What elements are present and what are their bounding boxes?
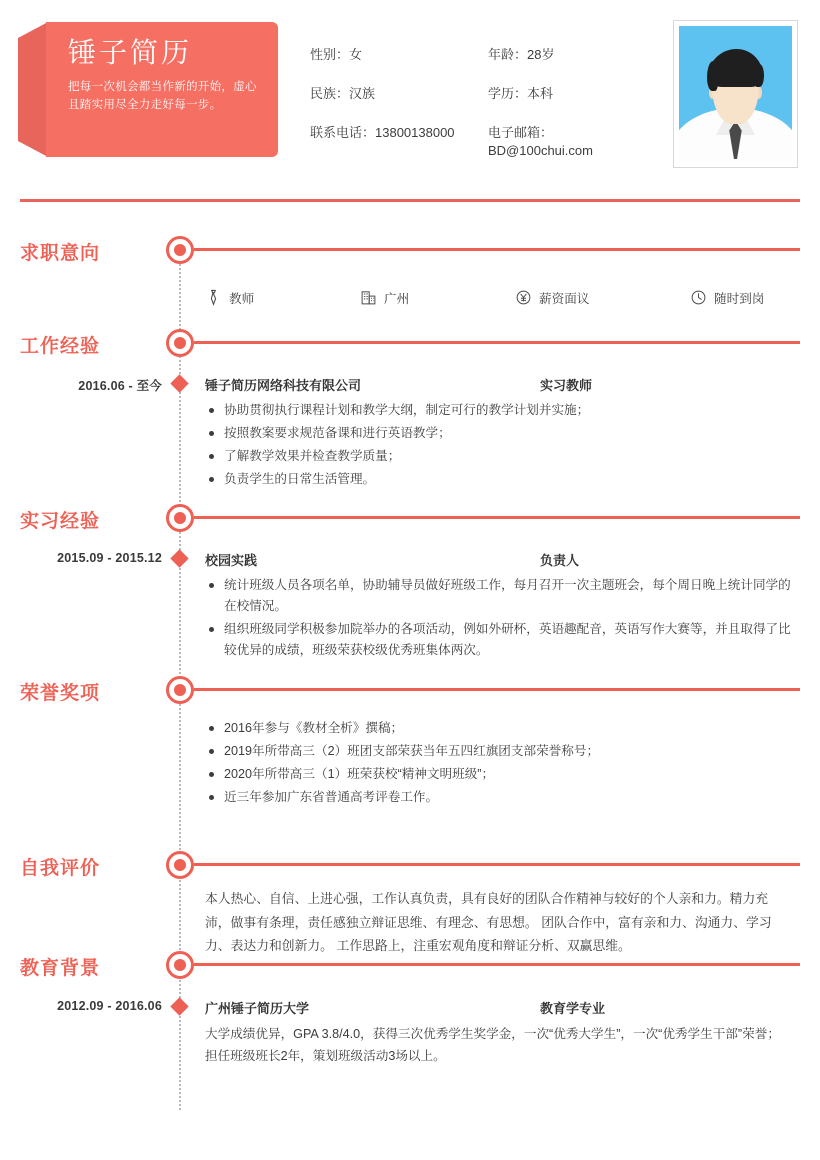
info-row <box>310 46 655 64</box>
timeline-node <box>166 236 194 264</box>
info-education: 学历：本科 <box>488 86 554 101</box>
internship-bullets <box>205 575 798 663</box>
info-gender: 性别：女 <box>310 47 363 62</box>
header-divider <box>20 199 800 202</box>
info-row <box>310 85 655 103</box>
list-item: 统计班级人员各项名单，协助辅导员做好班级工作，每月召开一次主题班会，每个周日晚上统计同学的在校情况。 <box>224 575 798 617</box>
self-evaluation-body <box>205 887 785 958</box>
candidate-motto: 把每一次机会都当作新的开始，虚心且踏实用尽全力走好每一步。 <box>68 81 257 111</box>
section-title-self-evaluation: 自我评价 <box>20 858 101 879</box>
self-evaluation-text: 本人热心、自信、上进心强，工作认真负责，具有良好的团队合作精神与较好的个人亲和力。精力充沛，做事有条理，责任感独立辩证思维、有理念、有思想。 团队合作中，富有亲和力、沟通力、学习力、表达力和创新力。 工作思路上，注重宏观角度和辩证分析、双赢思维。 <box>205 891 772 953</box>
internship-role: 负责人 <box>540 553 580 568</box>
list-item: 2016年参与《教材全析》撰稿； <box>224 718 798 739</box>
timeline-node <box>166 504 194 532</box>
section-rule <box>194 963 800 966</box>
section-title-education: 教育背景 <box>20 958 101 979</box>
section-title-internship: 实习经验 <box>20 511 101 532</box>
honors-bullets <box>205 718 798 810</box>
avatar <box>679 26 792 162</box>
intent-position <box>205 288 360 307</box>
section-rule <box>194 516 800 519</box>
section-rule <box>194 248 800 251</box>
education-body <box>205 1023 790 1067</box>
resume-header <box>0 0 820 200</box>
avatar-frame <box>673 20 798 168</box>
timeline-diamond <box>170 549 188 567</box>
info-ethnicity: 民族：汉族 <box>310 86 376 101</box>
avatar-hair-side-left <box>707 61 718 91</box>
internship-date: 2015.09 - 2015.12 <box>57 551 162 565</box>
education-date: 2012.09 - 2016.06 <box>57 999 162 1013</box>
section-rule <box>194 688 800 691</box>
intent-city <box>360 288 515 307</box>
list-item: 协助贯彻执行课程计划和教学大纲，制定可行的教学计划并实施； <box>224 400 798 421</box>
section-title-work-experience: 工作经验 <box>20 336 101 357</box>
internship-entry-head <box>205 550 800 569</box>
info-row <box>310 124 655 160</box>
timeline-diamond <box>170 997 188 1015</box>
intent-salary-label: 薪资面议 <box>539 292 590 306</box>
work-bullets <box>205 400 798 492</box>
intent-availability-label: 随时到岗 <box>714 292 765 306</box>
education-major: 教育学专业 <box>540 1001 606 1016</box>
section-title-honors: 荣誉奖项 <box>20 683 101 704</box>
intent-city-label: 广州 <box>384 292 410 306</box>
name-ribbon <box>18 22 278 157</box>
clock-icon <box>690 289 707 306</box>
list-item: 按照教案要求规范备课和进行英语教学； <box>224 423 798 444</box>
timeline-dotted-spine <box>179 240 181 1110</box>
personal-info-grid <box>310 46 655 160</box>
work-organization: 锤子简历网络科技有限公司 <box>205 378 362 393</box>
list-item: 负责学生的日常生活管理。 <box>224 469 798 490</box>
yen-circle-icon <box>515 289 532 306</box>
education-entry-head <box>205 998 800 1017</box>
info-email: 电子邮箱：BD@100chui.com <box>488 125 593 158</box>
timeline-node <box>166 851 194 879</box>
education-text: 大学成绩优异，GPA 3.8/4.0，获得三次优秀学生奖学金，一次“优秀大学生”，一次“优秀学生干部”荣誉；担任班级班长2年，策划班级活动3场以上。 <box>205 1027 780 1063</box>
intent-salary <box>515 288 690 307</box>
candidate-name: 锤子简历 <box>68 37 193 68</box>
list-item: 近三年参加广东省普通高考评卷工作。 <box>224 787 798 808</box>
list-item: 2020年所带高三（1）班荣获校“精神文明班级”； <box>224 764 798 785</box>
timeline-node <box>166 676 194 704</box>
intent-position-label: 教师 <box>229 292 255 306</box>
info-age: 年龄：28岁 <box>488 47 555 62</box>
timeline-node <box>166 951 194 979</box>
list-item: 组织班级同学积极参加院举办的各项活动，例如外研杯，英语趣配音，英语写作大赛等，并且取得了比较优异的成绩，班级荣获校级优秀班集体两次。 <box>224 619 798 661</box>
work-date: 2016.06 - 至今 <box>78 379 162 393</box>
list-item: 2019年所带高三（2）班团支部荣获当年五四红旗团支部荣誉称号； <box>224 741 798 762</box>
education-organization: 广州锤子简历大学 <box>205 1001 310 1016</box>
timeline-diamond <box>170 374 188 392</box>
work-entry-head <box>205 375 800 394</box>
job-intention-items <box>205 288 800 307</box>
internship-organization: 校园实践 <box>205 553 258 568</box>
work-role: 实习教师 <box>540 378 593 393</box>
timeline-node <box>166 329 194 357</box>
section-rule <box>194 863 800 866</box>
list-item: 了解教学效果并检查教学质量； <box>224 446 798 467</box>
info-phone: 联系电话：13800138000 <box>310 125 455 140</box>
ribbon-body <box>46 22 278 157</box>
necktie-icon <box>205 289 222 306</box>
building-icon <box>360 289 377 306</box>
intent-availability <box>690 288 764 307</box>
avatar-hair-side-right <box>755 64 764 87</box>
section-rule <box>194 341 800 344</box>
section-title-job-intention: 求职意向 <box>20 243 101 264</box>
ribbon-fold-left <box>18 22 48 157</box>
